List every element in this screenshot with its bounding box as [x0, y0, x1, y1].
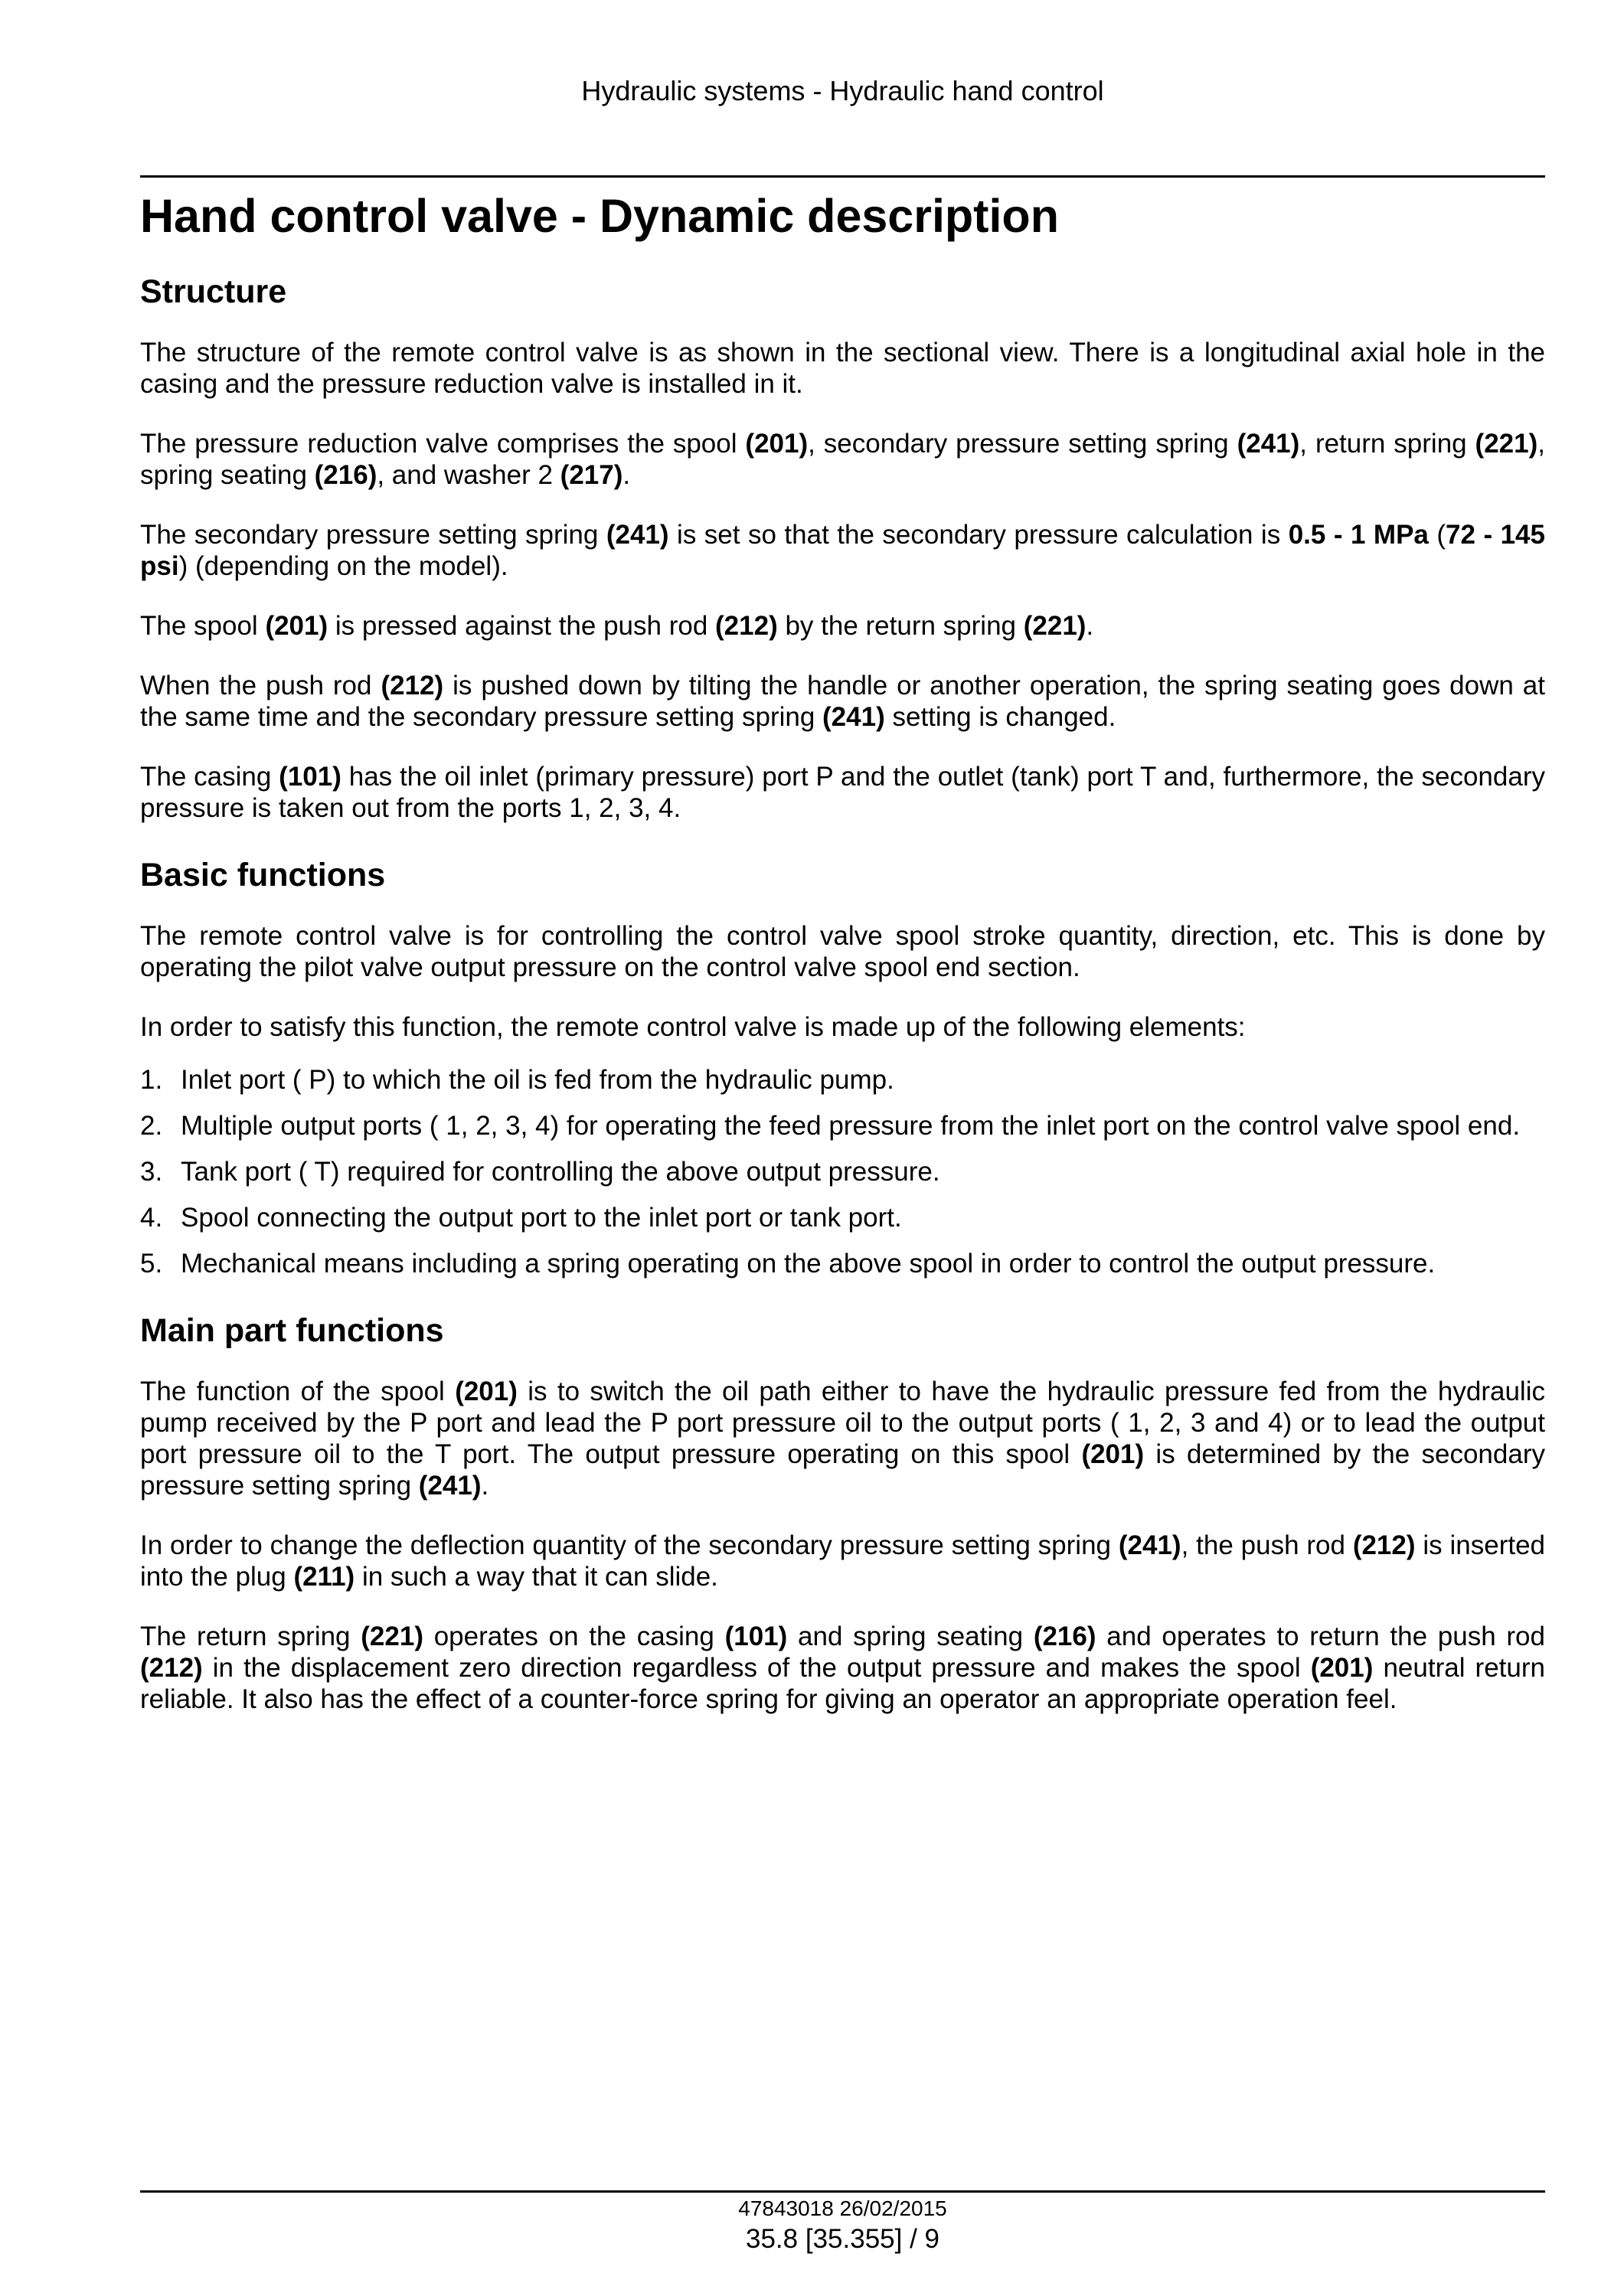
main-paragraph-2: In order to change the deflection quantity of the secondary pressure setting spring (241), the push rod (212) is inserted into the plug (211) in such a way that it can slide. [140, 1530, 1546, 1592]
document-code: 47843018 26/02/2015 [738, 2196, 947, 2220]
list-item: 5. Mechanical means including a spring operating on the above spool in order to control the output pressure. [140, 1249, 1436, 1279]
structure-paragraph-5: When the push rod (212) is pushed down by tilting the handle or another operation, the spring seating goes down at the same time and the secondary pressure setting spring (241) setting is changed. [140, 671, 1545, 732]
structure-paragraph-2: The pressure reduction valve comprises the spool (201), secondary pressure setting spring (241), return spring (221), spring seating (216), and washer 2 (217). [140, 429, 1545, 490]
list-item: 3. Tank port ( T) required for controlling the above output pressure. [140, 1157, 940, 1187]
document-page [140, 0, 1545, 2296]
basic-paragraph-1: The remote control valve is for controlling the control valve spool stroke quantity, direction, etc. This is done by operating the pilot valve output pressure on the control valve spool end section. [140, 921, 1545, 982]
structure-paragraph-4: The spool (201) is pressed against the push rod (212) by the return spring (221). [140, 611, 1094, 641]
list-item: 1. Inlet port ( P) to which the oil is fed from the hydraulic pump. [140, 1065, 894, 1095]
structure-paragraph-1: The structure of the remote control valve is as shown in the sectional view. There is a longitudinal axial hole in the casing and the pressure reduction valve is installed in it. [140, 338, 1545, 399]
structure-paragraph-6: The casing (101) has the oil inlet (primary pressure) port P and the outlet (tank) port T and, furthermore, the secondary pressure is taken out from the ports 1, 2, 3, 4. [140, 762, 1545, 823]
page-title: Hand control valve - Dynamic description [140, 190, 1059, 242]
heading-basic-functions: Basic functions [140, 857, 386, 893]
list-item: 4. Spool connecting the output port to the inlet port or tank port. [140, 1203, 902, 1233]
heading-main-part-functions: Main part functions [140, 1312, 444, 1349]
main-paragraph-3: The return spring (221) operates on the casing (101) and spring seating (216) and operates to return the push rod (212) in the displacement zero direction regardless of the output pressure and makes the spool (201) neutral return reliable. It also has the effect of a counter-force spring for giving an operator an appropriate operation feel. [140, 1622, 1545, 1714]
footer-rule [140, 2190, 1545, 2193]
heading-structure: Structure [140, 273, 287, 310]
running-header: Hydraulic systems - Hydraulic hand control [581, 75, 1104, 106]
content [140, 178, 1545, 1715]
basic-paragraph-2: In order to satisfy this function, the remote control valve is made up of the following elements: [140, 1012, 1246, 1042]
elements-list [140, 1064, 1545, 1279]
structure-paragraph-3: The secondary pressure setting spring (241) is set so that the secondary pressure calculation is 0.5 - 1 MPa (72 - 145 psi) (depending on the model). [140, 520, 1545, 581]
main-paragraph-1: The function of the spool (201) is to switch the oil path either to have the hydraulic pressure fed from the hydraulic pump received by the P port and lead the P port pressure oil to the output ports ( 1, 2, 3 and 4) or to lead the output port pressure oil to the T port. The output pressure operating on this spool (201) is determined by the secondary pressure setting spring (241). [140, 1377, 1545, 1501]
page-reference: 35.8 [35.355] / 9 [746, 2224, 939, 2254]
list-item: 2. Multiple output ports ( 1, 2, 3, 4) for operating the feed pressure from the inlet port on the control valve spool end. [140, 1111, 1521, 1141]
